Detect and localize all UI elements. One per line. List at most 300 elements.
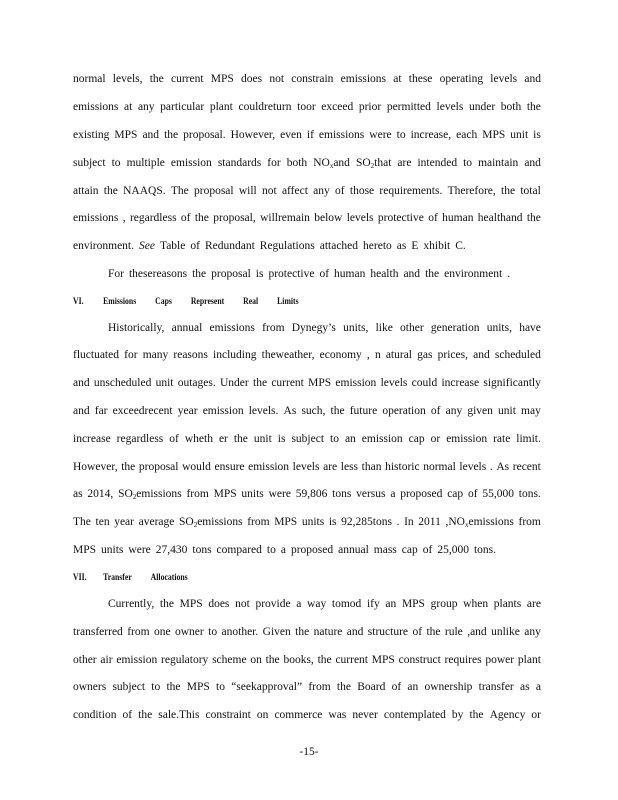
word: ,and <box>467 626 487 638</box>
word: $SO_2emissions$ <box>179 516 243 529</box>
word: See <box>139 240 155 252</box>
word: to <box>216 681 225 693</box>
word: tons. <box>518 488 541 500</box>
word: and <box>73 405 90 417</box>
word: $SO_2emissions$ <box>118 488 182 501</box>
word: prior <box>358 101 382 113</box>
word: even <box>280 129 302 141</box>
word: is <box>255 268 264 280</box>
word: Currently, <box>108 598 155 610</box>
word: of <box>319 268 330 280</box>
word: MPS <box>274 516 298 528</box>
word: subject <box>291 433 325 445</box>
word: standards <box>217 157 262 169</box>
word: ten <box>95 516 110 528</box>
word: is <box>328 516 337 528</box>
word: including <box>213 349 257 361</box>
word: of <box>412 626 423 638</box>
word: NAAQS. <box>123 185 166 197</box>
word: the <box>138 709 153 721</box>
word: 2014, <box>87 488 114 500</box>
word: cap <box>401 544 418 556</box>
word: and <box>403 268 421 280</box>
word: levels <box>346 212 374 224</box>
heading-word: Limits <box>277 296 299 306</box>
word: levels <box>459 461 487 473</box>
word: units <box>101 544 124 556</box>
text-line <box>73 680 541 694</box>
word: In <box>404 516 414 528</box>
word: healthand <box>477 212 523 224</box>
word: environment <box>444 268 503 280</box>
word: of <box>422 544 433 556</box>
word: the <box>336 681 351 693</box>
word: MPS <box>73 544 97 556</box>
word: not <box>235 598 250 610</box>
word: ify <box>366 598 380 610</box>
word: levels <box>436 101 464 113</box>
word: as <box>520 681 530 693</box>
word: current <box>335 654 369 666</box>
word: n <box>374 349 381 361</box>
word: the <box>317 654 332 666</box>
word: from <box>127 626 150 638</box>
word: multiple <box>126 157 165 169</box>
heading-word: Real <box>243 296 259 306</box>
word: As <box>283 405 297 417</box>
text-line <box>73 708 541 722</box>
word: contemplated <box>383 709 446 721</box>
word: any <box>445 405 463 417</box>
word: and <box>73 377 90 389</box>
text-line <box>73 543 541 557</box>
word: sale.This <box>158 709 200 721</box>
word: $,NO_xemissions$ <box>445 516 514 529</box>
word: increase <box>441 377 480 389</box>
word: levels, <box>112 73 143 85</box>
word: emissions <box>73 101 119 113</box>
word: cap <box>408 433 425 445</box>
word: plant <box>209 101 233 113</box>
word: construct <box>398 654 441 666</box>
word: constraint <box>205 709 251 721</box>
word: permitted <box>386 101 431 113</box>
word: under <box>468 101 496 113</box>
word: significantly <box>483 377 541 389</box>
word: other <box>400 322 424 334</box>
text-line <box>73 100 541 114</box>
word: does <box>241 73 263 85</box>
word: for <box>267 157 281 169</box>
word: , <box>122 212 126 224</box>
word: $SO_2that$ <box>355 157 392 170</box>
word: For <box>108 268 124 280</box>
word: generation <box>430 322 480 334</box>
word: unit <box>510 129 529 141</box>
word: exceedrecent <box>112 405 173 417</box>
word: proposal <box>211 268 251 280</box>
word: protective <box>268 268 315 280</box>
word: are <box>397 157 412 169</box>
word: Given <box>262 626 291 638</box>
word: the <box>253 377 268 389</box>
word: outages. <box>177 377 216 389</box>
text-line <box>108 321 541 335</box>
word: the <box>149 73 164 85</box>
word: affect <box>281 185 308 197</box>
word: C. <box>455 240 466 252</box>
word: on <box>250 654 262 666</box>
section-number: VI. <box>73 296 84 306</box>
section-heading <box>73 295 318 307</box>
word: on <box>256 709 269 721</box>
word: and <box>524 157 541 169</box>
word: willremain <box>260 212 310 224</box>
text-line <box>73 460 541 474</box>
word: exceed <box>321 101 354 113</box>
word: of <box>467 488 478 500</box>
word: any <box>313 185 330 197</box>
word: the <box>164 129 179 141</box>
text-line <box>108 267 541 281</box>
word: year <box>177 405 198 417</box>
word: annual <box>338 544 369 556</box>
word: MPS <box>213 488 237 500</box>
word: recent <box>512 461 541 473</box>
section-number: VII. <box>73 572 87 582</box>
word: units, <box>486 322 512 334</box>
word: other <box>73 654 97 666</box>
word: levels <box>490 73 518 85</box>
word: both <box>500 101 522 113</box>
word: historic <box>385 461 420 473</box>
word: of <box>391 681 402 693</box>
word: health <box>370 268 399 280</box>
word: proposal <box>138 461 179 473</box>
word: current <box>271 377 304 389</box>
word: group <box>430 598 458 610</box>
word: both <box>286 157 308 169</box>
word: from <box>518 516 541 528</box>
word: levels <box>380 377 408 389</box>
word: nature <box>313 626 343 638</box>
word: emission <box>248 461 290 473</box>
word: from <box>308 681 331 693</box>
text-line <box>73 239 541 253</box>
word: an <box>344 433 356 445</box>
word: “seekapproval” <box>231 681 303 693</box>
word: of <box>335 185 345 197</box>
word: proposed <box>290 544 334 556</box>
word: owner <box>175 626 204 638</box>
word: units <box>241 488 264 500</box>
text-line <box>73 404 541 418</box>
word: tons <box>192 544 212 556</box>
word: to <box>266 544 276 556</box>
word: the <box>159 598 174 610</box>
word: one <box>153 626 171 638</box>
word: wheth <box>184 433 213 445</box>
word: the <box>265 654 280 666</box>
word: normal <box>423 461 456 473</box>
word: regulatory <box>161 654 209 666</box>
heading-word: Caps <box>155 296 172 306</box>
word: of <box>428 212 438 224</box>
word: any <box>137 101 155 113</box>
word: levels <box>292 461 320 473</box>
word: to <box>151 681 161 693</box>
word: from <box>186 488 209 500</box>
word: those <box>349 185 375 197</box>
word: 25,000 <box>437 544 469 556</box>
section-title <box>103 296 317 306</box>
word: gas <box>417 349 433 361</box>
word: However, <box>73 461 118 473</box>
word: attain <box>73 185 99 197</box>
word: or <box>430 433 441 445</box>
word: Agency <box>489 709 526 721</box>
word: human <box>334 268 366 280</box>
word: thesereasons <box>128 268 188 280</box>
word: MPS <box>482 129 506 141</box>
word: way <box>307 598 327 610</box>
word: ownership <box>424 681 473 693</box>
word: emission <box>202 405 244 417</box>
heading-word: Emissions <box>103 296 137 306</box>
word: the <box>501 185 516 197</box>
page-number: -15- <box>299 746 319 758</box>
word: total <box>520 185 541 197</box>
word: scheme <box>212 654 247 666</box>
word: constrain <box>291 73 334 85</box>
text-line <box>73 211 541 225</box>
word: less <box>340 461 359 473</box>
word: never <box>352 709 378 721</box>
word: reasons <box>173 349 208 361</box>
word: attached <box>319 240 359 252</box>
text-line <box>73 515 541 532</box>
word: protective <box>377 212 424 224</box>
word: are <box>323 461 338 473</box>
word: the <box>526 212 541 224</box>
text-line <box>73 72 541 86</box>
word: at <box>393 73 402 85</box>
word: annual <box>171 322 203 334</box>
word: any <box>524 626 541 638</box>
word: emission <box>335 377 377 389</box>
word: Dynegy’s <box>291 322 336 334</box>
word: MPS <box>210 73 234 85</box>
word: proposed <box>400 488 443 500</box>
word: hereto <box>363 240 392 252</box>
word: increase <box>73 433 111 445</box>
heading-word: Allocations <box>150 572 188 582</box>
word: human <box>442 212 474 224</box>
word: than <box>361 461 382 473</box>
word: of <box>122 709 133 721</box>
word: the <box>426 626 441 638</box>
word: Regulations <box>259 240 315 252</box>
word: operation <box>382 405 426 417</box>
word: emission <box>116 654 158 666</box>
word: 27,430 <box>155 544 188 556</box>
word: requires <box>444 654 482 666</box>
word: an <box>407 681 419 693</box>
word: or <box>531 709 541 721</box>
word: mass <box>373 544 397 556</box>
word: to <box>396 129 406 141</box>
word: the <box>295 626 310 638</box>
heading-word: Transfer <box>103 572 132 582</box>
word: ensure <box>214 461 245 473</box>
word: Board <box>357 681 386 693</box>
word: proposal. <box>183 129 226 141</box>
word: were <box>268 488 291 500</box>
word: rate <box>493 433 511 445</box>
word: couldreturn <box>238 101 292 113</box>
text-line <box>73 653 541 667</box>
word: prices, <box>437 349 468 361</box>
word: normal <box>73 73 106 85</box>
word: will <box>238 185 257 197</box>
word: each <box>456 129 478 141</box>
word: plants <box>493 598 522 610</box>
word: such, <box>301 405 326 417</box>
word: and <box>346 626 364 638</box>
word: subject <box>73 157 106 169</box>
word: . <box>489 461 493 473</box>
word: proposal, <box>213 212 256 224</box>
word: and <box>142 129 160 141</box>
word: unit <box>498 405 516 417</box>
word: particular <box>160 101 205 113</box>
word: to <box>463 157 473 169</box>
word: owners <box>73 681 107 693</box>
word: versus <box>356 488 386 500</box>
word: structure <box>367 626 409 638</box>
word: of <box>169 433 179 445</box>
word: not <box>269 73 285 85</box>
word: unlike <box>491 626 520 638</box>
text-line <box>73 625 541 639</box>
word: from <box>247 516 270 528</box>
word: by <box>451 709 464 721</box>
word: atural <box>385 349 413 361</box>
word: theweather, <box>261 349 315 361</box>
word: . <box>396 516 400 528</box>
word: these <box>408 73 433 85</box>
word: would <box>182 461 211 473</box>
word: from <box>262 322 285 334</box>
word: tomod <box>331 598 362 610</box>
word: regardless <box>129 212 177 224</box>
word: commerce <box>274 709 323 721</box>
word: a <box>535 681 541 693</box>
word: to <box>208 626 218 638</box>
word: transferred <box>73 626 123 638</box>
section-heading <box>73 571 207 583</box>
word: toor <box>297 101 316 113</box>
word: MPS <box>179 598 203 610</box>
word: year <box>114 516 134 528</box>
word: units <box>301 516 325 528</box>
word: Therefore, <box>447 185 496 197</box>
word: the <box>526 101 541 113</box>
text-line <box>73 432 541 446</box>
word: er <box>218 433 228 445</box>
word: emission <box>170 157 212 169</box>
word: rule <box>444 626 463 638</box>
word: As <box>496 461 510 473</box>
word: emissions <box>73 212 119 224</box>
word: proposal <box>194 185 234 197</box>
text-line <box>73 156 541 173</box>
word: intended <box>417 157 458 169</box>
word: 2011 <box>418 516 441 528</box>
word: air <box>100 654 113 666</box>
word: not <box>262 185 277 197</box>
word: tons <box>332 488 352 500</box>
word: emissions <box>340 73 387 85</box>
word: However, <box>230 129 276 141</box>
section-title <box>103 572 206 582</box>
word: unscheduled <box>93 377 152 389</box>
word: were <box>128 544 151 556</box>
word: unit <box>155 377 174 389</box>
text-line <box>73 184 541 198</box>
word: 92,285tons <box>341 516 392 528</box>
word: MPS <box>114 129 138 141</box>
word: does <box>208 598 230 610</box>
word: Redundant <box>204 240 255 252</box>
word: Historically, <box>108 322 165 334</box>
word: MPS <box>401 598 425 610</box>
word: when <box>463 598 489 610</box>
text-line <box>73 487 541 504</box>
word: many <box>142 349 169 361</box>
word: the <box>121 461 136 473</box>
word: given <box>467 405 493 417</box>
word: limit. <box>516 433 541 445</box>
word: subject <box>112 681 146 693</box>
word: a <box>280 544 286 556</box>
word: is <box>277 433 286 445</box>
word: another. <box>221 626 259 638</box>
word: units, <box>343 322 369 334</box>
word: if <box>306 129 314 141</box>
word: have <box>519 322 541 334</box>
word: at <box>124 101 133 113</box>
word: existing <box>73 129 110 141</box>
text-line <box>73 376 541 390</box>
word: like <box>375 322 393 334</box>
word: is <box>533 129 541 141</box>
word: increase, <box>410 129 452 141</box>
text-line <box>108 597 541 611</box>
word: the <box>469 709 484 721</box>
word: E <box>411 240 419 252</box>
word: 59,806 <box>295 488 328 500</box>
word: The <box>73 516 91 528</box>
word: $NO_xand$ <box>313 157 350 170</box>
word: MPS <box>186 681 210 693</box>
word: levels. <box>248 405 279 417</box>
word: for <box>124 349 138 361</box>
word: are <box>526 598 541 610</box>
word: the <box>330 405 345 417</box>
word: a <box>390 488 396 500</box>
word: operating <box>439 73 484 85</box>
